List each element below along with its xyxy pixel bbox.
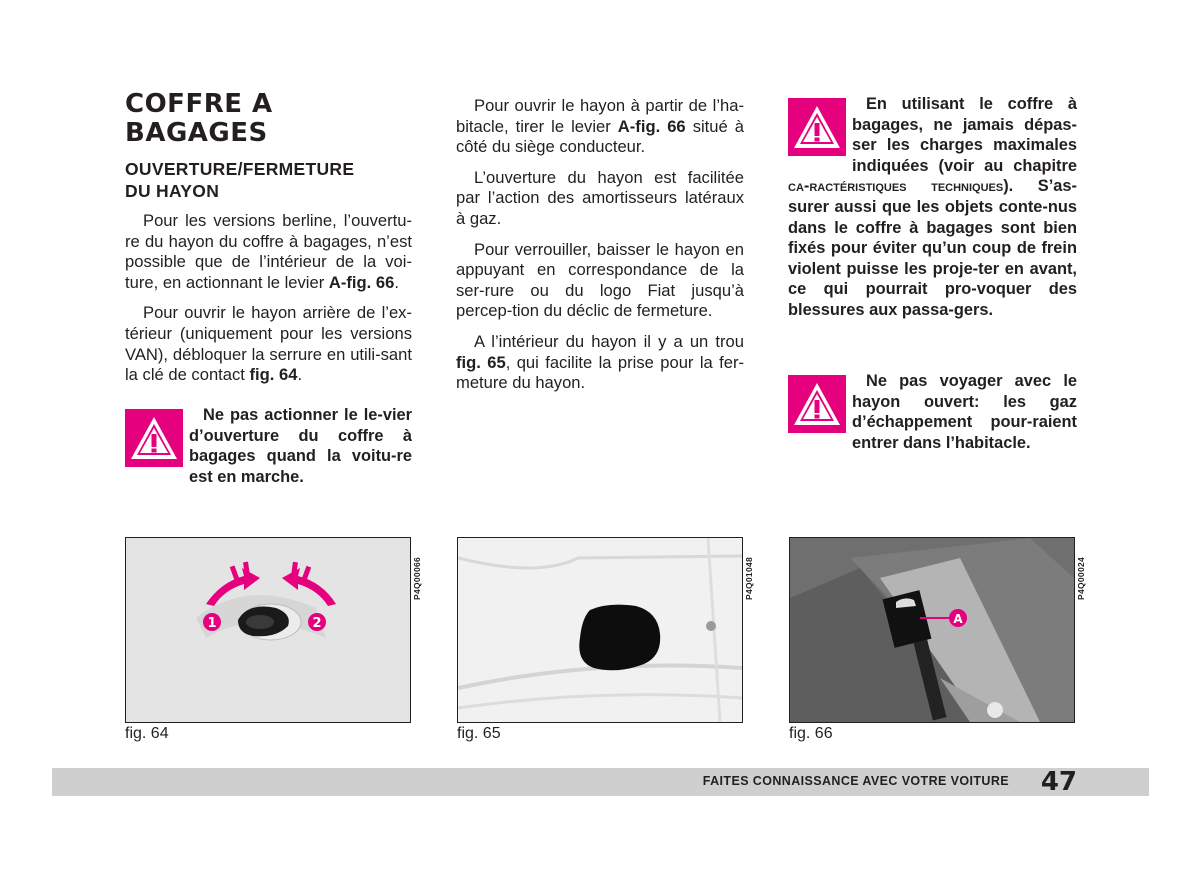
column-1	[125, 211, 412, 396]
figure-caption: fig. 64	[125, 725, 169, 742]
page-number: 47	[1040, 767, 1077, 797]
subsection-title: OUVERTURE/FERMETURE DU HAYON	[125, 159, 355, 201]
callout-1: 1	[207, 616, 217, 631]
paragraph: Pour les versions berline, l’ouvertu-re du hayon du coffre à bagages, n’est possible que de l’intérieur de la voi-ture, en actionnant le levier A-fig. 66.	[125, 211, 412, 292]
figure-caption: fig. 66	[789, 725, 833, 742]
figure-64	[125, 537, 411, 723]
figure-code: P4Q01048	[744, 556, 754, 600]
figure-66	[789, 537, 1075, 723]
callout-a: A	[953, 612, 963, 626]
warning-box: Ne pas actionner le le-vier d’ouverture du coffre à bagages quand la voitu-re est en marche.	[125, 405, 412, 487]
paragraph: L’ouverture du hayon est facilitée par l’action des amortisseurs latéraux à gaz.	[456, 167, 744, 228]
warning-triangle-icon	[125, 409, 183, 467]
paragraph: Pour ouvrir le hayon à partir de l’ha-bitacle, tirer le levier A-fig. 66 situé à côté du siège conducteur.	[456, 96, 744, 157]
warning-box: En utilisant le coffre à bagages, ne jamais dépas-ser les charges maximales indiquées (voir au chapitre ca-ractéristiques techniques). S’as-surer aussi que les objets conte-nus dans le coffre à bagages sont bien fixés pour éviter qu’un coup de frein violent puisse les proje-ter en avant, ce qui pourrait pro-voquer des blessures aux passa-gers.	[788, 95, 1077, 319]
footer-band	[52, 768, 1149, 796]
callout-2: 2	[312, 616, 322, 631]
paragraph: A l’intérieur du hayon il y a un trou fig. 65, qui facilite la prise pour la fer-meture du hayon.	[456, 331, 744, 393]
figure-code: P4Q00066	[412, 556, 422, 600]
warning-triangle-icon	[788, 98, 846, 156]
figure-caption: fig. 65	[457, 725, 501, 742]
figure-code: P4Q00024	[1076, 556, 1086, 600]
figure-65	[457, 537, 743, 723]
warning-triangle-icon	[788, 375, 846, 433]
column-2	[456, 96, 744, 404]
section-title: COFFRE A BAGAGES	[125, 89, 273, 148]
paragraph: Pour ouvrir le hayon arrière de l’ex-térieur (uniquement pour les versions VAN), débloquer la serrure en utili-sant la clé de contact fig. 64.	[125, 303, 412, 385]
footer-section-title: FAITES CONNAISSANCE AVEC VOTRE VOITURE	[702, 774, 1009, 788]
paragraph: Pour verrouiller, baisser le hayon en appuyant en correspondance de la ser-rure ou du logo Fiat jusqu’à percep-tion du déclic de fermeture.	[456, 239, 744, 321]
warning-box: Ne pas voyager avec le hayon ouvert: les gaz d’échappement pour-raient entrer dans l’habitacle.	[788, 371, 1077, 453]
